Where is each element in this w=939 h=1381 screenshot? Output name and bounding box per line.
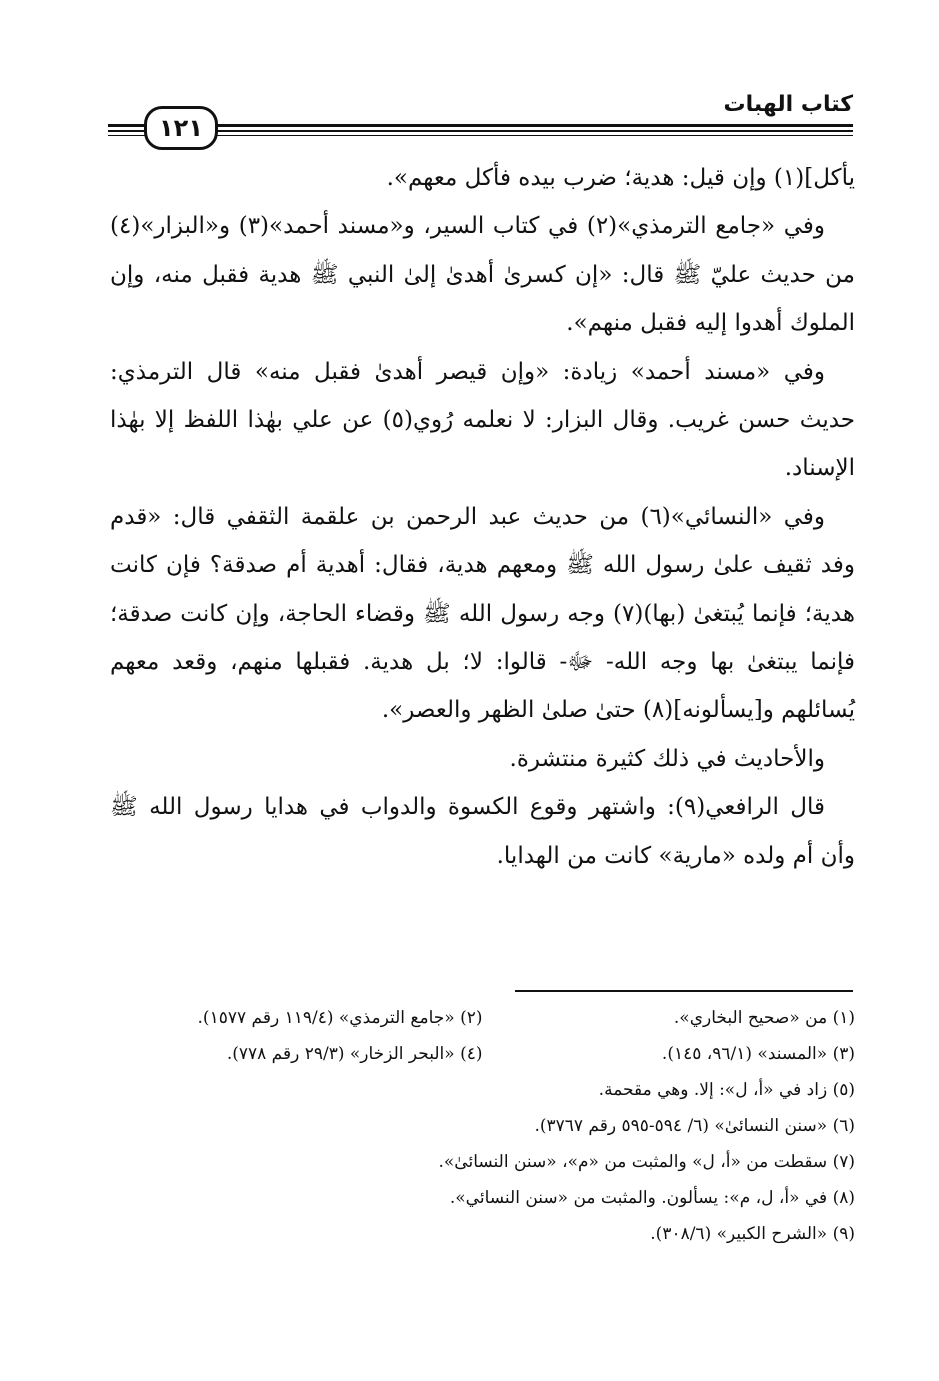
footnote-row [110, 1000, 855, 1036]
footnote: (٢) «جامع الترمذي» (١١٩/٤ رقم ١٥٧٧). [197, 1008, 483, 1028]
footnote-row [110, 1036, 855, 1072]
footnote: (٤) «البحر الزخار» (٢٩/٣ رقم ٧٧٨). [226, 1044, 483, 1064]
footnote: (٨) في «أ، ل، م»: يسألون. والمثبت من «سنن النسائي». [449, 1188, 855, 1208]
footnote-separator [515, 990, 853, 992]
footnote: (٥) زاد في «أ، ل»: إلا. وهي مقحمة. [598, 1080, 855, 1100]
paragraph: وفي «النسائي»(٦) من حديث عبد الرحمن بن علقمة الثقفي قال: «قدم وفد ثقيف علىٰ رسول الله ﷺ ومعهم هدية، فقال: أهدية أم صدقة؟ فإن كانت هدية؛ فإنما يُبتغىٰ (بها)(٧) وجه رسول الله ﷺ وقضاء الحاجة، وإن كانت صدقة؛ فإنما يبتغىٰ بها وجه الله- ﷻ- قالوا: لا؛ بل هدية. فقبلها منهم، وقعد معهم يُسائلهم و[يسألونه](٨) حتىٰ صلىٰ الظهر والعصر». [110, 503, 855, 724]
page-number: ١٢١ [144, 106, 218, 150]
paragraph: وفي «مسند أحمد» زيادة: «وإن قيصر أهدىٰ فقبل منه» قال الترمذي: حديث حسن غريب. وقال البزار: لا نعلمه رُوي(٥) عن علي بهٰذا اللفظ إلا بهٰذا الإسناد. [110, 358, 856, 482]
footnote: (٣) «المسند» (٩٦/١، ١٤٥). [661, 1044, 855, 1064]
paragraph: قال الرافعي(٩): واشتهر وقوع الكسوة والدواب في هدايا رسول الله ﷺ وأن أم ولده «مارية» كانت من الهدايا. [110, 794, 855, 869]
header-rule-thin [108, 135, 853, 136]
paragraph: يأكل](١) وإن قيل: هدية؛ ضرب بيده فأكل معهم». [386, 165, 855, 191]
footnote: (٩) «الشرح الكبير» (٣٠٨/٦). [650, 1224, 855, 1244]
page-header [108, 92, 853, 150]
chapter-title: كتاب الهبات [723, 92, 853, 117]
header-rule-medium [108, 130, 853, 132]
footnote: (١) من «صحيح البخاري». [673, 1008, 855, 1028]
paragraph: والأحاديث في ذلك كثيرة منتشرة. [509, 745, 825, 772]
paragraph: وفي «جامع الترمذي»(٢) في كتاب السير، و«مسند أحمد»(٣) و«البزار»(٤) من حديث عليّ ﷺ قال: «إن كسرىٰ أهدىٰ إلىٰ النبي ﷺ هدية فقبل منه، وإن الملوك أهدوا إليه فقبل منهم». [110, 213, 855, 337]
footnotes [110, 1000, 855, 1252]
main-text [110, 154, 855, 880]
footnote: (٧) سقطت من «أ، ل» والمثبت من «م»، «سنن النسائیٰ». [438, 1152, 855, 1172]
footnote: (٦) «سنن النسائیٰ» (٦/ ٥٩٤-٥٩٥ رقم ٣٧٦٧). [534, 1116, 855, 1136]
header-rule-thick [108, 124, 853, 127]
